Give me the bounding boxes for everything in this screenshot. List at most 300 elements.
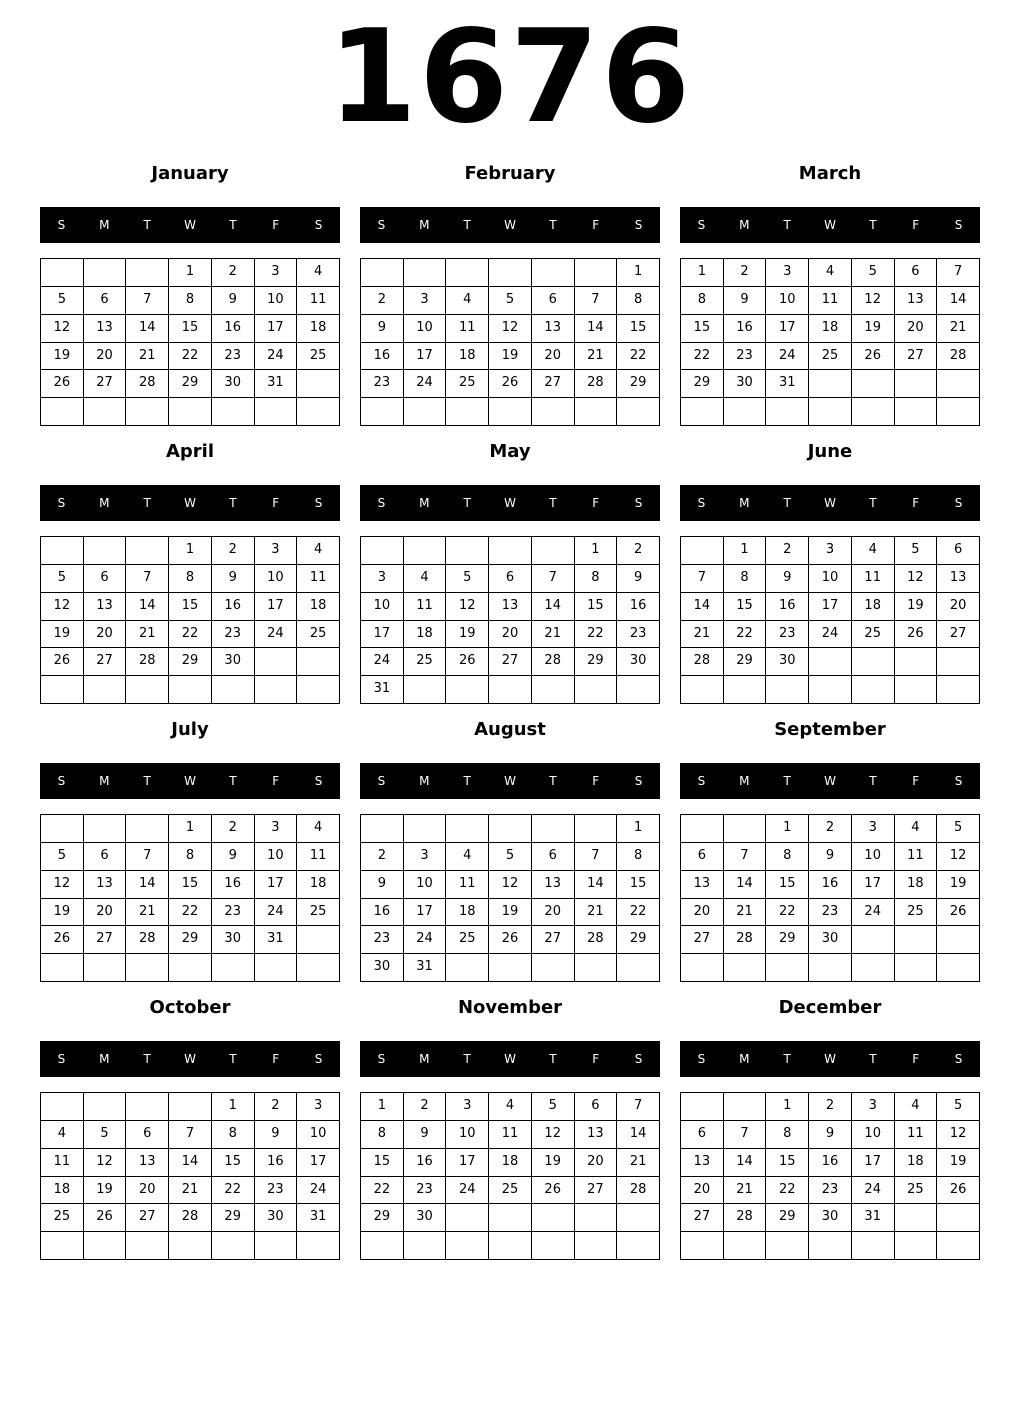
day-cell: 25 bbox=[297, 899, 340, 927]
day-cell bbox=[404, 815, 447, 843]
day-cell: 28 bbox=[681, 648, 724, 676]
day-cell: 30 bbox=[766, 648, 809, 676]
month-september bbox=[680, 718, 980, 982]
day-cell: 16 bbox=[724, 315, 767, 343]
weekday-label: T bbox=[143, 774, 151, 788]
day-cell: 20 bbox=[84, 343, 127, 371]
weekday-label: S bbox=[314, 218, 323, 232]
day-cell: 10 bbox=[404, 871, 447, 899]
day-cell: 20 bbox=[532, 899, 575, 927]
day-cell: 26 bbox=[41, 370, 84, 398]
weekday-label: S bbox=[954, 218, 963, 232]
weekday-label: S bbox=[57, 1052, 66, 1066]
day-cell: 11 bbox=[489, 1121, 532, 1149]
day-cell: 13 bbox=[84, 593, 127, 621]
weekday-label: F bbox=[912, 1052, 920, 1066]
day-cell bbox=[681, 954, 724, 982]
weekday-header bbox=[40, 485, 340, 521]
day-cell: 21 bbox=[126, 621, 169, 649]
day-cell: 16 bbox=[617, 593, 660, 621]
day-cell: 27 bbox=[532, 370, 575, 398]
day-cell: 12 bbox=[532, 1121, 575, 1149]
day-cell: 8 bbox=[361, 1121, 404, 1149]
day-cell: 8 bbox=[766, 1121, 809, 1149]
day-cell: 8 bbox=[766, 843, 809, 871]
day-cell: 28 bbox=[126, 648, 169, 676]
day-cell: 18 bbox=[446, 899, 489, 927]
day-cell: 9 bbox=[212, 843, 255, 871]
day-cell: 12 bbox=[489, 315, 532, 343]
weekday-label: T bbox=[463, 218, 471, 232]
day-cell: 3 bbox=[852, 815, 895, 843]
day-cell bbox=[41, 259, 84, 287]
day-cell: 29 bbox=[169, 648, 212, 676]
day-cell: 25 bbox=[895, 899, 938, 927]
day-cell: 3 bbox=[446, 1093, 489, 1121]
day-cell: 24 bbox=[852, 899, 895, 927]
day-cell: 25 bbox=[489, 1177, 532, 1205]
month-name: May bbox=[489, 441, 531, 462]
day-cell: 29 bbox=[766, 926, 809, 954]
day-cell: 18 bbox=[895, 871, 938, 899]
weekday-label: S bbox=[954, 774, 963, 788]
day-cell: 13 bbox=[681, 871, 724, 899]
day-cell: 9 bbox=[212, 287, 255, 315]
day-cell bbox=[41, 398, 84, 426]
day-cell bbox=[575, 1232, 618, 1260]
day-cell: 31 bbox=[361, 676, 404, 704]
day-cell: 9 bbox=[361, 871, 404, 899]
day-cell bbox=[575, 815, 618, 843]
day-cell bbox=[809, 1232, 852, 1260]
day-cell bbox=[255, 676, 298, 704]
day-cell: 6 bbox=[84, 287, 127, 315]
day-cell bbox=[852, 926, 895, 954]
day-cell: 25 bbox=[446, 370, 489, 398]
day-cell: 24 bbox=[255, 899, 298, 927]
day-cell: 19 bbox=[937, 871, 980, 899]
day-cell: 23 bbox=[617, 621, 660, 649]
day-cell: 3 bbox=[809, 537, 852, 565]
days-grid bbox=[40, 536, 340, 704]
weekday-label: S bbox=[634, 496, 643, 510]
days-grid bbox=[680, 1092, 980, 1260]
day-cell: 30 bbox=[809, 1204, 852, 1232]
weekday-label: M bbox=[99, 496, 110, 510]
day-cell: 10 bbox=[852, 1121, 895, 1149]
day-cell bbox=[361, 398, 404, 426]
day-cell bbox=[126, 1093, 169, 1121]
day-cell bbox=[809, 676, 852, 704]
day-cell: 13 bbox=[681, 1149, 724, 1177]
day-cell bbox=[489, 259, 532, 287]
day-cell bbox=[895, 648, 938, 676]
day-cell: 21 bbox=[724, 899, 767, 927]
weekday-label: T bbox=[229, 218, 237, 232]
day-cell bbox=[895, 1232, 938, 1260]
day-cell: 6 bbox=[84, 565, 127, 593]
day-cell: 25 bbox=[852, 621, 895, 649]
month-name: November bbox=[457, 997, 563, 1018]
day-cell: 5 bbox=[489, 843, 532, 871]
day-cell bbox=[724, 398, 767, 426]
day-cell: 11 bbox=[41, 1149, 84, 1177]
weekday-label: T bbox=[549, 1052, 557, 1066]
weekday-label: T bbox=[783, 1052, 791, 1066]
day-cell: 18 bbox=[809, 315, 852, 343]
weekday-label: T bbox=[869, 496, 877, 510]
day-cell: 9 bbox=[212, 565, 255, 593]
day-cell: 28 bbox=[937, 343, 980, 371]
day-cell: 6 bbox=[575, 1093, 618, 1121]
weekday-header bbox=[360, 485, 660, 521]
day-cell: 15 bbox=[617, 871, 660, 899]
day-cell: 28 bbox=[169, 1204, 212, 1232]
day-cell: 30 bbox=[617, 648, 660, 676]
month-december bbox=[680, 996, 980, 1260]
day-cell bbox=[532, 398, 575, 426]
month-name: September bbox=[774, 719, 886, 740]
day-cell: 25 bbox=[297, 343, 340, 371]
day-cell bbox=[212, 1232, 255, 1260]
day-cell: 9 bbox=[617, 565, 660, 593]
day-cell bbox=[126, 537, 169, 565]
day-cell: 1 bbox=[766, 1093, 809, 1121]
day-cell: 7 bbox=[724, 1121, 767, 1149]
day-cell: 15 bbox=[212, 1149, 255, 1177]
day-cell: 20 bbox=[681, 1177, 724, 1205]
weekday-label: M bbox=[739, 1052, 750, 1066]
day-cell: 18 bbox=[297, 593, 340, 621]
day-cell: 24 bbox=[852, 1177, 895, 1205]
weekday-label: M bbox=[419, 218, 430, 232]
day-cell bbox=[489, 398, 532, 426]
day-cell bbox=[809, 370, 852, 398]
day-cell bbox=[84, 954, 127, 982]
day-cell: 13 bbox=[489, 593, 532, 621]
day-cell bbox=[126, 815, 169, 843]
days-grid bbox=[680, 258, 980, 426]
day-cell: 31 bbox=[766, 370, 809, 398]
day-cell: 27 bbox=[937, 621, 980, 649]
day-cell: 21 bbox=[681, 621, 724, 649]
month-name: June bbox=[807, 441, 853, 462]
day-cell bbox=[404, 1232, 447, 1260]
day-cell: 26 bbox=[489, 370, 532, 398]
day-cell: 22 bbox=[766, 899, 809, 927]
day-cell: 5 bbox=[852, 259, 895, 287]
day-cell: 22 bbox=[212, 1177, 255, 1205]
day-cell bbox=[41, 1093, 84, 1121]
day-cell: 14 bbox=[169, 1149, 212, 1177]
day-cell: 22 bbox=[169, 899, 212, 927]
day-cell bbox=[126, 676, 169, 704]
weekday-label: W bbox=[504, 218, 516, 232]
day-cell: 10 bbox=[766, 287, 809, 315]
weekday-label: W bbox=[504, 1052, 516, 1066]
day-cell: 31 bbox=[255, 926, 298, 954]
day-cell: 9 bbox=[724, 287, 767, 315]
day-cell bbox=[937, 676, 980, 704]
day-cell: 8 bbox=[617, 287, 660, 315]
weekday-label: T bbox=[869, 1052, 877, 1066]
days-grid bbox=[40, 814, 340, 982]
day-cell: 3 bbox=[404, 287, 447, 315]
day-cell bbox=[489, 537, 532, 565]
day-cell bbox=[809, 954, 852, 982]
day-cell: 25 bbox=[809, 343, 852, 371]
day-cell bbox=[255, 648, 298, 676]
day-cell bbox=[297, 926, 340, 954]
weekday-header bbox=[40, 763, 340, 799]
day-cell: 27 bbox=[532, 926, 575, 954]
day-cell: 26 bbox=[937, 1177, 980, 1205]
weekday-label: S bbox=[377, 1052, 386, 1066]
day-cell: 27 bbox=[489, 648, 532, 676]
day-cell: 18 bbox=[297, 871, 340, 899]
day-cell bbox=[212, 676, 255, 704]
day-cell bbox=[532, 537, 575, 565]
weekday-label: F bbox=[272, 774, 280, 788]
day-cell: 8 bbox=[575, 565, 618, 593]
day-cell: 13 bbox=[126, 1149, 169, 1177]
day-cell: 12 bbox=[852, 287, 895, 315]
day-cell: 7 bbox=[575, 843, 618, 871]
day-cell: 23 bbox=[404, 1177, 447, 1205]
weekday-label: S bbox=[314, 774, 323, 788]
day-cell: 19 bbox=[446, 621, 489, 649]
day-cell: 20 bbox=[895, 315, 938, 343]
weekday-label: S bbox=[377, 218, 386, 232]
day-cell: 10 bbox=[809, 565, 852, 593]
day-cell bbox=[297, 954, 340, 982]
day-cell bbox=[617, 1232, 660, 1260]
day-cell bbox=[852, 954, 895, 982]
day-cell bbox=[766, 676, 809, 704]
day-cell: 23 bbox=[361, 926, 404, 954]
day-cell: 15 bbox=[617, 315, 660, 343]
day-cell: 1 bbox=[212, 1093, 255, 1121]
weekday-label: M bbox=[419, 774, 430, 788]
weekday-label: T bbox=[783, 218, 791, 232]
weekday-label: T bbox=[549, 774, 557, 788]
weekday-label: F bbox=[592, 218, 600, 232]
weekday-header bbox=[360, 207, 660, 243]
day-cell: 17 bbox=[852, 1149, 895, 1177]
day-cell: 7 bbox=[681, 565, 724, 593]
day-cell: 20 bbox=[937, 593, 980, 621]
day-cell: 22 bbox=[169, 343, 212, 371]
day-cell: 14 bbox=[724, 1149, 767, 1177]
year-title: 1676 bbox=[327, 3, 693, 152]
day-cell bbox=[937, 1232, 980, 1260]
day-cell bbox=[297, 648, 340, 676]
day-cell: 23 bbox=[361, 370, 404, 398]
day-cell: 6 bbox=[489, 565, 532, 593]
day-cell: 21 bbox=[617, 1149, 660, 1177]
day-cell: 15 bbox=[169, 315, 212, 343]
day-cell: 5 bbox=[41, 565, 84, 593]
day-cell: 9 bbox=[809, 843, 852, 871]
day-cell: 11 bbox=[446, 871, 489, 899]
weekday-label: F bbox=[912, 218, 920, 232]
day-cell: 8 bbox=[169, 287, 212, 315]
day-cell: 3 bbox=[297, 1093, 340, 1121]
day-cell: 13 bbox=[532, 871, 575, 899]
day-cell bbox=[895, 676, 938, 704]
day-cell bbox=[84, 537, 127, 565]
weekday-label: F bbox=[272, 1052, 280, 1066]
day-cell bbox=[404, 537, 447, 565]
day-cell bbox=[852, 398, 895, 426]
day-cell: 20 bbox=[681, 899, 724, 927]
day-cell: 5 bbox=[532, 1093, 575, 1121]
day-cell: 30 bbox=[724, 370, 767, 398]
days-grid bbox=[40, 258, 340, 426]
day-cell: 24 bbox=[404, 926, 447, 954]
weekday-label: T bbox=[143, 496, 151, 510]
day-cell: 19 bbox=[489, 899, 532, 927]
weekday-label: T bbox=[549, 218, 557, 232]
day-cell: 23 bbox=[766, 621, 809, 649]
day-cell: 26 bbox=[489, 926, 532, 954]
day-cell: 10 bbox=[255, 287, 298, 315]
day-cell bbox=[681, 537, 724, 565]
month-name: March bbox=[798, 163, 862, 184]
day-cell: 31 bbox=[852, 1204, 895, 1232]
day-cell: 28 bbox=[724, 926, 767, 954]
day-cell bbox=[446, 537, 489, 565]
day-cell bbox=[41, 676, 84, 704]
day-cell bbox=[852, 1232, 895, 1260]
day-cell bbox=[681, 398, 724, 426]
day-cell: 19 bbox=[41, 343, 84, 371]
day-cell: 7 bbox=[532, 565, 575, 593]
day-cell bbox=[681, 1093, 724, 1121]
day-cell bbox=[297, 370, 340, 398]
day-cell bbox=[937, 648, 980, 676]
day-cell: 24 bbox=[255, 621, 298, 649]
day-cell: 17 bbox=[297, 1149, 340, 1177]
day-cell bbox=[681, 676, 724, 704]
day-cell: 22 bbox=[617, 343, 660, 371]
weekday-label: M bbox=[99, 218, 110, 232]
day-cell bbox=[84, 1232, 127, 1260]
weekday-header bbox=[680, 207, 980, 243]
day-cell: 20 bbox=[126, 1177, 169, 1205]
day-cell: 4 bbox=[446, 843, 489, 871]
day-cell: 29 bbox=[169, 926, 212, 954]
day-cell: 28 bbox=[724, 1204, 767, 1232]
day-cell bbox=[212, 398, 255, 426]
day-cell bbox=[41, 537, 84, 565]
weekday-label: W bbox=[184, 774, 196, 788]
weekday-label: W bbox=[184, 218, 196, 232]
day-cell: 21 bbox=[575, 899, 618, 927]
day-cell: 21 bbox=[532, 621, 575, 649]
day-cell: 29 bbox=[617, 370, 660, 398]
weekday-header bbox=[40, 207, 340, 243]
day-cell: 12 bbox=[895, 565, 938, 593]
day-cell: 11 bbox=[852, 565, 895, 593]
day-cell: 16 bbox=[361, 899, 404, 927]
day-cell: 6 bbox=[937, 537, 980, 565]
day-cell: 27 bbox=[84, 648, 127, 676]
day-cell: 3 bbox=[255, 537, 298, 565]
day-cell: 2 bbox=[809, 815, 852, 843]
day-cell: 29 bbox=[617, 926, 660, 954]
day-cell: 25 bbox=[404, 648, 447, 676]
day-cell: 3 bbox=[361, 565, 404, 593]
day-cell: 29 bbox=[361, 1204, 404, 1232]
day-cell: 16 bbox=[255, 1149, 298, 1177]
day-cell: 17 bbox=[766, 315, 809, 343]
day-cell: 2 bbox=[212, 259, 255, 287]
day-cell: 19 bbox=[41, 621, 84, 649]
day-cell bbox=[361, 815, 404, 843]
day-cell: 5 bbox=[937, 815, 980, 843]
day-cell bbox=[617, 676, 660, 704]
month-name: December bbox=[778, 997, 882, 1018]
day-cell: 4 bbox=[489, 1093, 532, 1121]
day-cell: 27 bbox=[84, 926, 127, 954]
day-cell: 13 bbox=[575, 1121, 618, 1149]
day-cell: 6 bbox=[895, 259, 938, 287]
weekday-label: T bbox=[869, 774, 877, 788]
weekday-label: T bbox=[783, 496, 791, 510]
day-cell: 21 bbox=[169, 1177, 212, 1205]
weekday-label: T bbox=[229, 1052, 237, 1066]
day-cell: 26 bbox=[446, 648, 489, 676]
day-cell: 18 bbox=[852, 593, 895, 621]
day-cell: 12 bbox=[937, 843, 980, 871]
day-cell: 5 bbox=[84, 1121, 127, 1149]
weekday-label: S bbox=[954, 496, 963, 510]
day-cell: 30 bbox=[404, 1204, 447, 1232]
day-cell: 28 bbox=[532, 648, 575, 676]
day-cell: 14 bbox=[126, 593, 169, 621]
day-cell bbox=[446, 1232, 489, 1260]
day-cell: 6 bbox=[532, 843, 575, 871]
day-cell: 29 bbox=[766, 1204, 809, 1232]
day-cell: 2 bbox=[212, 815, 255, 843]
weekday-label: W bbox=[824, 218, 836, 232]
weekday-label: T bbox=[463, 496, 471, 510]
day-cell: 1 bbox=[766, 815, 809, 843]
day-cell: 23 bbox=[809, 899, 852, 927]
day-cell: 16 bbox=[212, 315, 255, 343]
day-cell: 2 bbox=[255, 1093, 298, 1121]
day-cell: 17 bbox=[809, 593, 852, 621]
day-cell bbox=[169, 676, 212, 704]
day-cell bbox=[404, 676, 447, 704]
day-cell: 28 bbox=[617, 1177, 660, 1205]
day-cell: 22 bbox=[617, 899, 660, 927]
weekday-label: W bbox=[504, 774, 516, 788]
weekday-label: T bbox=[463, 1052, 471, 1066]
day-cell: 10 bbox=[852, 843, 895, 871]
day-cell: 31 bbox=[255, 370, 298, 398]
day-cell bbox=[937, 926, 980, 954]
day-cell bbox=[361, 259, 404, 287]
day-cell: 22 bbox=[575, 621, 618, 649]
weekday-header bbox=[680, 485, 980, 521]
day-cell: 10 bbox=[255, 565, 298, 593]
day-cell: 17 bbox=[446, 1149, 489, 1177]
day-cell: 9 bbox=[361, 315, 404, 343]
day-cell: 6 bbox=[126, 1121, 169, 1149]
day-cell: 6 bbox=[681, 1121, 724, 1149]
